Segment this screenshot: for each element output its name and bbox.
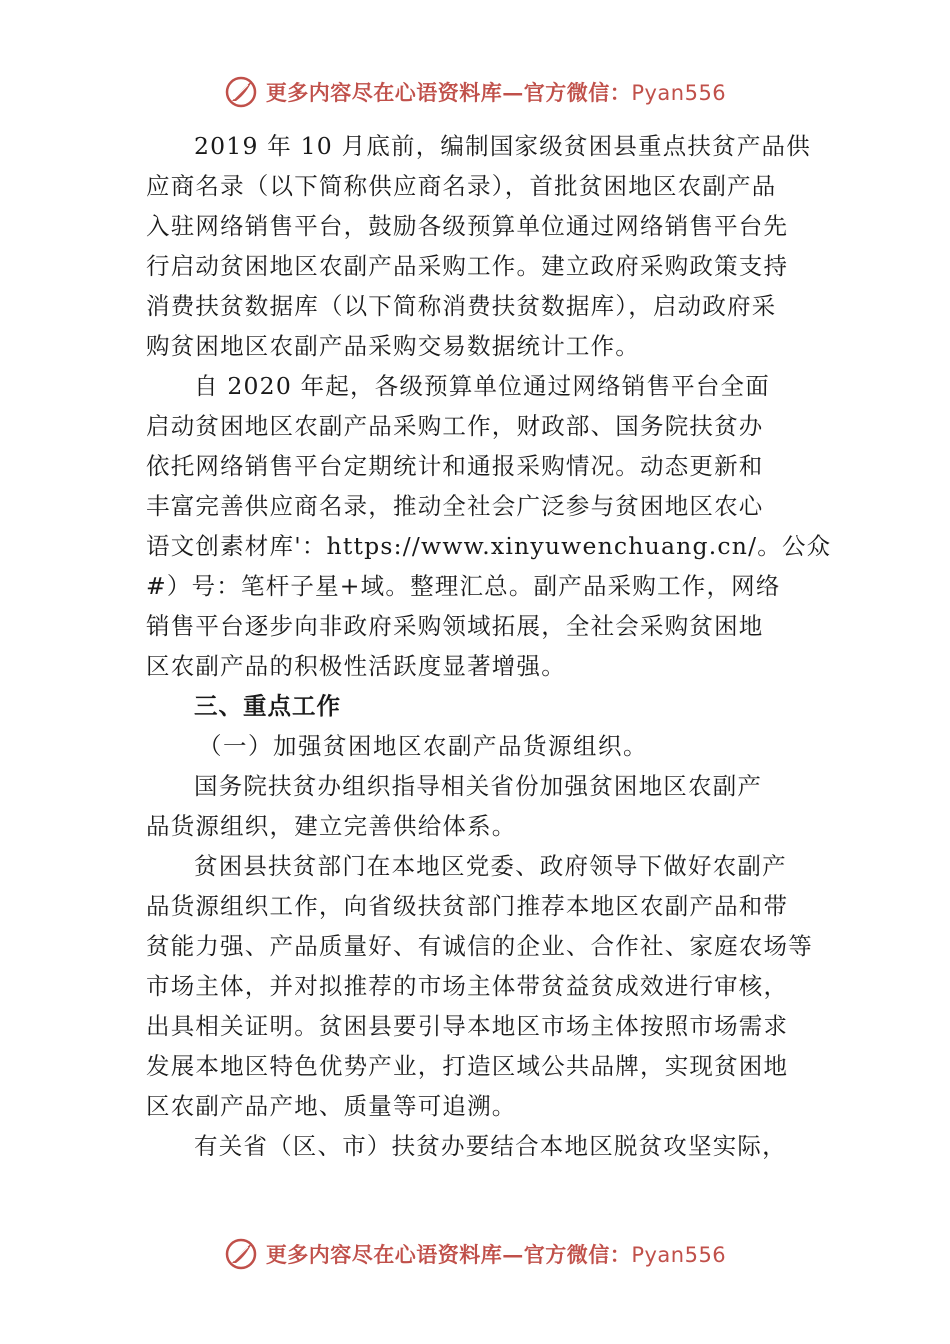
wechat-id: Pyan556	[631, 1243, 727, 1267]
header-banner	[0, 70, 950, 114]
feather-logo-icon	[224, 75, 258, 109]
paragraph-line: 语文创素材库'：https://www.xinyuwenchuang.cn/。公众	[146, 532, 832, 560]
banner-text: 更多内容尽在心语资料库—官方微信：Pyan556	[265, 80, 727, 105]
paragraph-line: 启动贫困地区农副产品采购工作，财政部、国务院扶贫办	[146, 412, 764, 440]
document-body	[146, 126, 836, 1166]
paragraph-line: 贫能力强、产品质量好、有诚信的企业、合作社、家庭农场等	[146, 932, 813, 960]
wechat-id: Pyan556	[631, 81, 727, 105]
section-heading: 三、重点工作	[194, 692, 341, 720]
paragraph-line: #）号：笔杆子星+域。整理汇总。副产品采购工作，网络	[146, 572, 781, 600]
subsection-heading: （一）加强贫困地区农副产品货源组织。	[198, 732, 648, 760]
paragraph-line: 区农副产品产地、质量等可追溯。	[146, 1092, 517, 1120]
paragraph-line: 消费扶贫数据库（以下简称消费扶贫数据库），启动政府采	[146, 292, 777, 320]
paragraph-line: 品货源组织，建立完善供给体系。	[146, 812, 517, 840]
paragraph-line: 2019 年 10 月底前，编制国家级贫困县重点扶贫产品供	[194, 132, 811, 160]
paragraph-line: 丰富完善供应商名录，推动全社会广泛参与贫困地区农心	[146, 492, 764, 520]
paragraph-line: 区农副产品的积极性活跃度显著增强。	[146, 652, 566, 680]
paragraph-line: 贫困县扶贫部门在本地区党委、政府领导下做好农副产	[194, 852, 787, 880]
paragraph-line: 应商名录（以下简称供应商名录），首批贫困地区农副产品	[146, 172, 777, 200]
paragraph-line: 依托网络销售平台定期统计和通报采购情况。动态更新和	[146, 452, 764, 480]
paragraph-line: 品货源组织工作，向省级扶贫部门推荐本地区农副产品和带	[146, 892, 789, 920]
paragraph-line: 自 2020 年起，各级预算单位通过网络销售平台全面	[194, 372, 770, 400]
paragraph-line: 购贫困地区农副产品采购交易数据统计工作。	[146, 332, 640, 360]
paragraph-line: 行启动贫困地区农副产品采购工作。建立政府采购政策支持	[146, 252, 789, 280]
paragraph-line: 国务院扶贫办组织指导相关省份加强贫困地区农副产	[194, 772, 763, 800]
paragraph-line: 发展本地区特色优势产业，打造区域公共品牌，实现贫困地	[146, 1052, 789, 1080]
paragraph-line: 销售平台逐步向非政府采购领域拓展，全社会采购贫困地	[146, 612, 764, 640]
paragraph-line: 有关省（区、市）扶贫办要结合本地区脱贫攻坚实际，	[194, 1132, 787, 1160]
paragraph-line: 市场主体，并对拟推荐的市场主体带贫益贫成效进行审核，	[146, 972, 789, 1000]
footer-banner	[0, 1232, 950, 1276]
banner-text: 更多内容尽在心语资料库—官方微信：Pyan556	[265, 1242, 727, 1267]
paragraph-line: 入驻网络销售平台，鼓励各级预算单位通过网络销售平台先	[146, 212, 789, 240]
feather-logo-icon	[224, 1237, 258, 1271]
paragraph-line: 出具相关证明。贫困县要引导本地区市场主体按照市场需求	[146, 1012, 789, 1040]
